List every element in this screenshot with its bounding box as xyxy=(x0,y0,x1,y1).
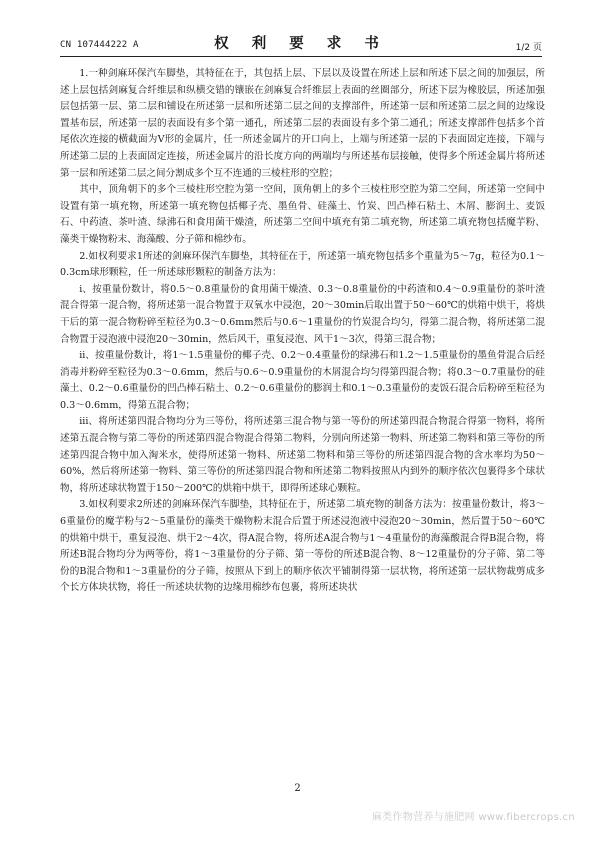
page-header xyxy=(60,30,542,57)
publication-number: CN 107444222 A xyxy=(60,40,139,50)
claims-body xyxy=(60,66,545,597)
claim-paragraph: 1.一种剑麻环保汽车脚垫，其特征在于，其包括上层、下层以及设置在所述上层和所述下层之间的加强层，所述上层包括剑麻复合纤维层和纵横交错的镶嵌在剑麻复合纤维层上表面的丝圈部分，所述下层为橡胶层，所述加强层包括第一层、第二层和铺设在所述第一层和所述第二层之间的支撑部件，所述第一层和所述第二层之间的边缘设置基布层，所述第一层的表面设有多个第一通孔，所述第二层的表面设有多个第二通孔；所述支撑部件包括多个首尾依次连接的横截面为V形的金属片，任一所述金属片的开口向上，上端与所述第一层的下表面固定连接，下端与所述第二层的上表面固定连接，所述金属片的沿长度方向的两端均与所述基布层接触，使得多个所述金属片将所述第一层和所述第二层之间分割成多个互不连通的三棱柱形的空腔； xyxy=(60,68,545,179)
page-number: 2 xyxy=(294,783,301,794)
claim-paragraph: iii、将所述第四混合物均分为三等份，将所述第三混合物与第一等份的所述第四混合物混合得第一物料，将所述第五混合物与第二等份的所述第四混合物混合得第二物料，分别向所述第一物料、所述第二物料和第三等份的所述第四混合物中加入淘米水，使得所述第一物料、所述第二物料和第三等份的所述第四混合物的含水率均为50～60%，然后将所述第一物料、第三等份的所述第四混合物和所述第二物料按照从内到外的顺序依次包裹得多个球状物，将所述球状物置于150～200℃的烘箱中烘干，即得所述球心颗粒。 xyxy=(60,416,545,494)
page-info: 1/2 页 xyxy=(515,43,542,53)
claim-paragraph: 2.如权利要求1所述的剑麻环保汽车脚垫，其特征在于，所述第一填充物包括多个重量为5～7g，粒径为0.1～0.3cm球形颗粒，任一所述球形颗粒的制备方法为： xyxy=(60,250,545,279)
watermark: 麻类作物营养与施肥网 www.fibercrops.cn xyxy=(371,812,575,823)
claim-paragraph: i、按重量份数计，将0.5～0.8重量份的食用菌干燥渣、0.3～0.8重量份的中药渣和0.4～0.9重量份的茶叶渣混合得第一混合物，将所述第一混合物置于双氧水中浸泡，20～30min后取出置于50～60℃的烘箱中烘干，将烘干后的第一混合物粉碎至粒径为0.3～0.6mm然后与0.6～1重量份的竹炭混合均匀，得第二混合物，将所述第二混合物置于浸泡液中浸泡20～30min，然后风干，重复浸泡、风干1～3次，得第三混合物； xyxy=(60,283,545,345)
claim-paragraph: 其中，顶角朝下的多个三棱柱形空腔为第一空间，顶角朝上的多个三棱柱形空腔为第二空间，所述第一空间中设置有第一填充物，所述第一填充物包括椰子壳、墨鱼骨、硅藻土、竹炭、凹凸棒石粘土、木屑、膨润土、麦饭石、中药渣、茶叶渣、绿沸石和食用菌干燥渣，所述第二空间中填充有第二填充物，所述第二填充物包括魔芋粉、藻类干燥物粉末、海藻酸、分子筛和棉纱布。 xyxy=(60,184,545,245)
claim-paragraph: ii、按重量份数计，将1～1.5重量份的椰子壳、0.2～0.4重量份的绿沸石和1.2～1.5重量份的墨鱼骨混合后经消毒并粉碎至粒径为0.3～0.6mm，然后与0.6～0.9重量份的木屑混合均匀得第四混合物；将0.3～0.7重量份的硅藻土、0.2～0.6重量份的凹凸棒石粘土、0.2～0.6重量份的膨润土和0.1～0.3重量份的麦饭石混合后粉碎至粒径为0.3～0.6mm，得第五混合物； xyxy=(60,350,545,411)
claim-paragraph: 3.如权利要求2所述的剑麻环保汽车脚垫，其特征在于，所述第二填充物的制备方法为：按重量份数计，将3～6重量份的魔芋粉与2～5重量份的藻类干燥物粉末混合后置于所述浸泡液中浸泡20～30min，然后置于50～60℃的烘箱中烘干，重复浸泡、烘干2～4次，得A混合物，将所述A混合物与1～4重量份的海藻酸混合得B混合物，将所述B混合物均分为两等份，将1～3重量份的分子筛、第一等份的所述B混合物、8～12重量份的分子筛、第二等份的B混合物和1～3重量份的分子筛，按照从下到上的顺序依次平铺制得第一层状物，将所述第一层状物裁剪成多个长方体块状物，将任一所述块状物的边缘用棉纱布包裹，将所述块状 xyxy=(60,499,545,594)
document-title: 权 利 要 求 书 xyxy=(214,36,388,52)
